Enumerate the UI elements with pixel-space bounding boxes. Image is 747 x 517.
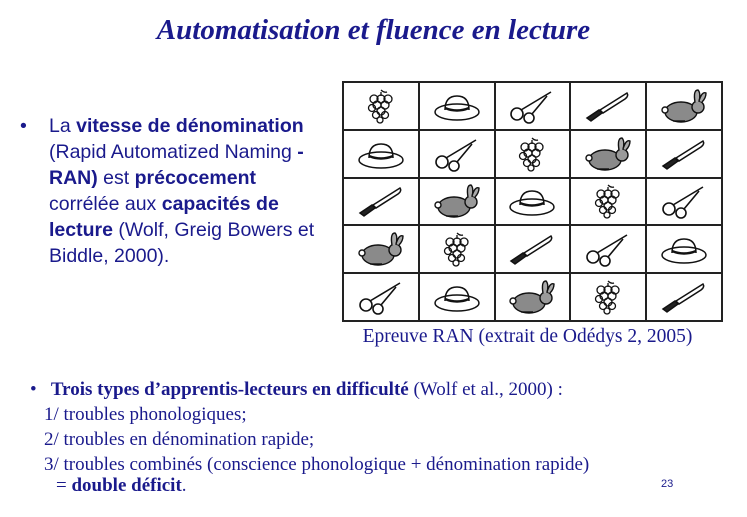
grapes-icon (356, 88, 406, 124)
bullet-marker: • (30, 379, 37, 400)
rabbit-icon (659, 88, 709, 124)
text-bold: vitesse de dénomination (76, 115, 304, 137)
reader-types-heading (30, 377, 730, 402)
rabbit-icon (507, 279, 557, 315)
ran-definition-bullet (20, 113, 330, 269)
ran-grid-cell (570, 225, 646, 273)
grapes-icon (583, 183, 633, 219)
ran-grid-cell (646, 225, 722, 273)
grapes-icon (432, 231, 482, 267)
knife-icon (356, 183, 406, 219)
page-number: 23 (661, 478, 674, 490)
knife-icon (659, 136, 709, 172)
reader-type-item: 2/ troubles en dénomination rapide; (44, 429, 315, 450)
ran-picture-grid (342, 81, 723, 322)
ran-grid-cell (570, 82, 646, 130)
ran-grid-cell (646, 82, 722, 130)
grapes-icon (507, 136, 557, 172)
text-fragment: = (56, 475, 72, 496)
ran-grid-cell (343, 273, 419, 321)
ran-grid-cell (343, 225, 419, 273)
ran-grid-cell (495, 178, 571, 226)
scissors-icon (583, 231, 633, 267)
grid-caption: Epreuve RAN (extrait de Odédys 2, 2005) (362, 326, 693, 347)
reader-type-item: 3/ troubles combinés (conscience phonologique + dénomination rapide) (44, 454, 590, 475)
rabbit-icon (432, 183, 482, 219)
text-bold: précocement (134, 167, 256, 189)
text-fragment: . (181, 475, 187, 496)
ran-grid-cell (419, 178, 495, 226)
knife-icon (507, 231, 557, 267)
knife-icon (583, 88, 633, 124)
ran-grid-cell (570, 130, 646, 178)
scissors-icon (507, 88, 557, 124)
ran-grid-cell (495, 225, 571, 273)
ran-grid-cell (495, 273, 571, 321)
hat-icon (432, 88, 482, 124)
ran-grid-cell (646, 178, 722, 226)
bullet-marker: • (20, 115, 27, 137)
text-fragment: corrélée aux (49, 193, 162, 215)
reader-type-item: 1/ troubles phonologiques; (44, 404, 247, 425)
rabbit-icon (583, 136, 633, 172)
grapes-icon (583, 279, 633, 315)
text-fragment: (Rapid Automatized Naming (49, 141, 298, 163)
ran-grid-cell (570, 178, 646, 226)
ran-grid-cell (646, 130, 722, 178)
text-bold: capacités de lecture (49, 193, 279, 241)
hat-icon (432, 279, 482, 315)
text-bold: Trois types d’apprentis-lecteurs en difficulté (50, 379, 409, 400)
scissors-icon (432, 136, 482, 172)
ran-grid-cell (343, 82, 419, 130)
reader-types-section (30, 377, 730, 495)
ran-grid-cell (343, 178, 419, 226)
text-bold: - RAN) (49, 141, 304, 189)
ran-grid-cell (646, 273, 722, 321)
ran-grid-cell (495, 130, 571, 178)
hat-icon (507, 183, 557, 219)
slide-title: Automatisation et fluence en lecture (156, 14, 591, 46)
scissors-icon (356, 279, 406, 315)
ran-definition-text (49, 113, 330, 269)
text-bold: double déficit (71, 475, 182, 496)
hat-icon (659, 231, 709, 267)
ran-grid-cell (419, 130, 495, 178)
double-deficit-line (56, 477, 730, 495)
text-fragment: est (97, 167, 135, 189)
rabbit-icon (356, 231, 406, 267)
text-fragment: (Wolf, Greig Bowers et Biddle, 2000). (49, 219, 315, 267)
ran-grid-cell (419, 82, 495, 130)
text-fragment: La (49, 115, 77, 137)
ran-grid-cell (419, 273, 495, 321)
scissors-icon (659, 183, 709, 219)
text-fragment: (Wolf et al., 2000) : (408, 379, 563, 400)
knife-icon (659, 279, 709, 315)
ran-grid-cell (419, 225, 495, 273)
ran-grid-cell (343, 130, 419, 178)
ran-grid-cell (570, 273, 646, 321)
ran-grid-cell (495, 82, 571, 130)
hat-icon (356, 136, 406, 172)
